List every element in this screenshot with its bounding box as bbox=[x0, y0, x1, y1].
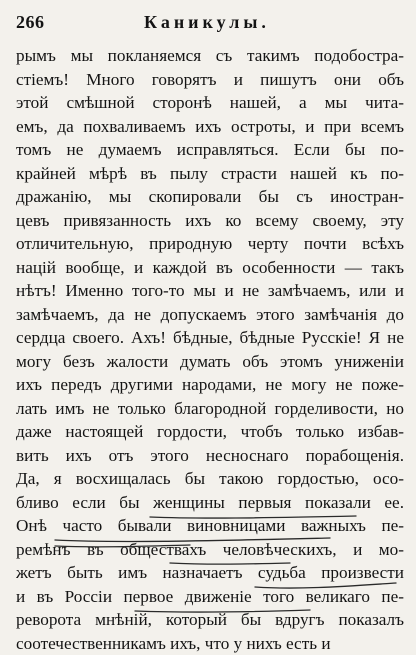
text-line: сердца своего. Ахъ! бѣдные, бѣдные Русскіе! Я не bbox=[16, 326, 404, 350]
text-line: націй вообще, и каждой въ особенности — такъ bbox=[16, 256, 404, 280]
text-line: реворота мнѣній, который бы вдругъ показалъ bbox=[16, 608, 404, 632]
text-line: могу безъ жалости думать объ этомъ униженіи bbox=[16, 350, 404, 374]
text-line: емъ, да похваливаемъ ихъ остроты, и при всемъ bbox=[16, 115, 404, 139]
text-line: даже настоящей гордости, чтобъ только избав- bbox=[16, 420, 404, 444]
text-line: дражанію, мы скопировали бы съ иностран- bbox=[16, 185, 404, 209]
text-line: жетъ быть имъ назначаетъ судьба произвести bbox=[16, 561, 404, 585]
page-number: 266 bbox=[16, 12, 45, 33]
text-line: ремѣнъ въ обществахъ человѣческихъ, и мо- bbox=[16, 538, 404, 562]
text-line: отличительную, природную черту почти всѣхъ bbox=[16, 232, 404, 256]
text-line: соотечественникамъ ихъ, что у нихъ есть и bbox=[16, 632, 404, 655]
text-line: Да, я восхищалась бы такою гордостью, осо- bbox=[16, 467, 404, 491]
text-line: крайней мѣрѣ въ пылу страсти нашей къ по- bbox=[16, 162, 404, 186]
text-line: ихъ передъ другими народами, не могу не поже- bbox=[16, 373, 404, 397]
text-line: этой смѣшной сторонѣ нашей, а мы чита- bbox=[16, 91, 404, 115]
body-text bbox=[16, 44, 406, 655]
text-line: стіемъ! Много говорятъ и пишутъ они объ bbox=[16, 68, 404, 92]
text-line: вить ихъ отъ этого несноснаго порабощенія. bbox=[16, 444, 404, 468]
text-line: Онѣ часто бывали виновницами важныхъ пе- bbox=[16, 514, 404, 538]
text-line: и въ Россіи первое движеніе того великаго пе- bbox=[16, 585, 404, 609]
text-line: замѣчаемъ, да не допускаемъ этого замѣчанія до bbox=[16, 303, 404, 327]
text-line: лать имъ не только благородной горделивости, но bbox=[16, 397, 404, 421]
text-line: рымъ мы покланяемся съ такимъ подобостра- bbox=[16, 44, 404, 68]
text-line: томъ не думаемъ исправляться. Если бы по- bbox=[16, 138, 404, 162]
text-line: цевъ привязанность ихъ ко всему своему, эту bbox=[16, 209, 404, 233]
text-line: бливо если бы женщины первыя показали ее. bbox=[16, 491, 404, 515]
running-title: Каникулы. bbox=[144, 12, 270, 33]
page-header bbox=[16, 12, 396, 36]
text-line: нѣтъ! Именно того-то мы и не замѣчаемъ, или и bbox=[16, 279, 404, 303]
